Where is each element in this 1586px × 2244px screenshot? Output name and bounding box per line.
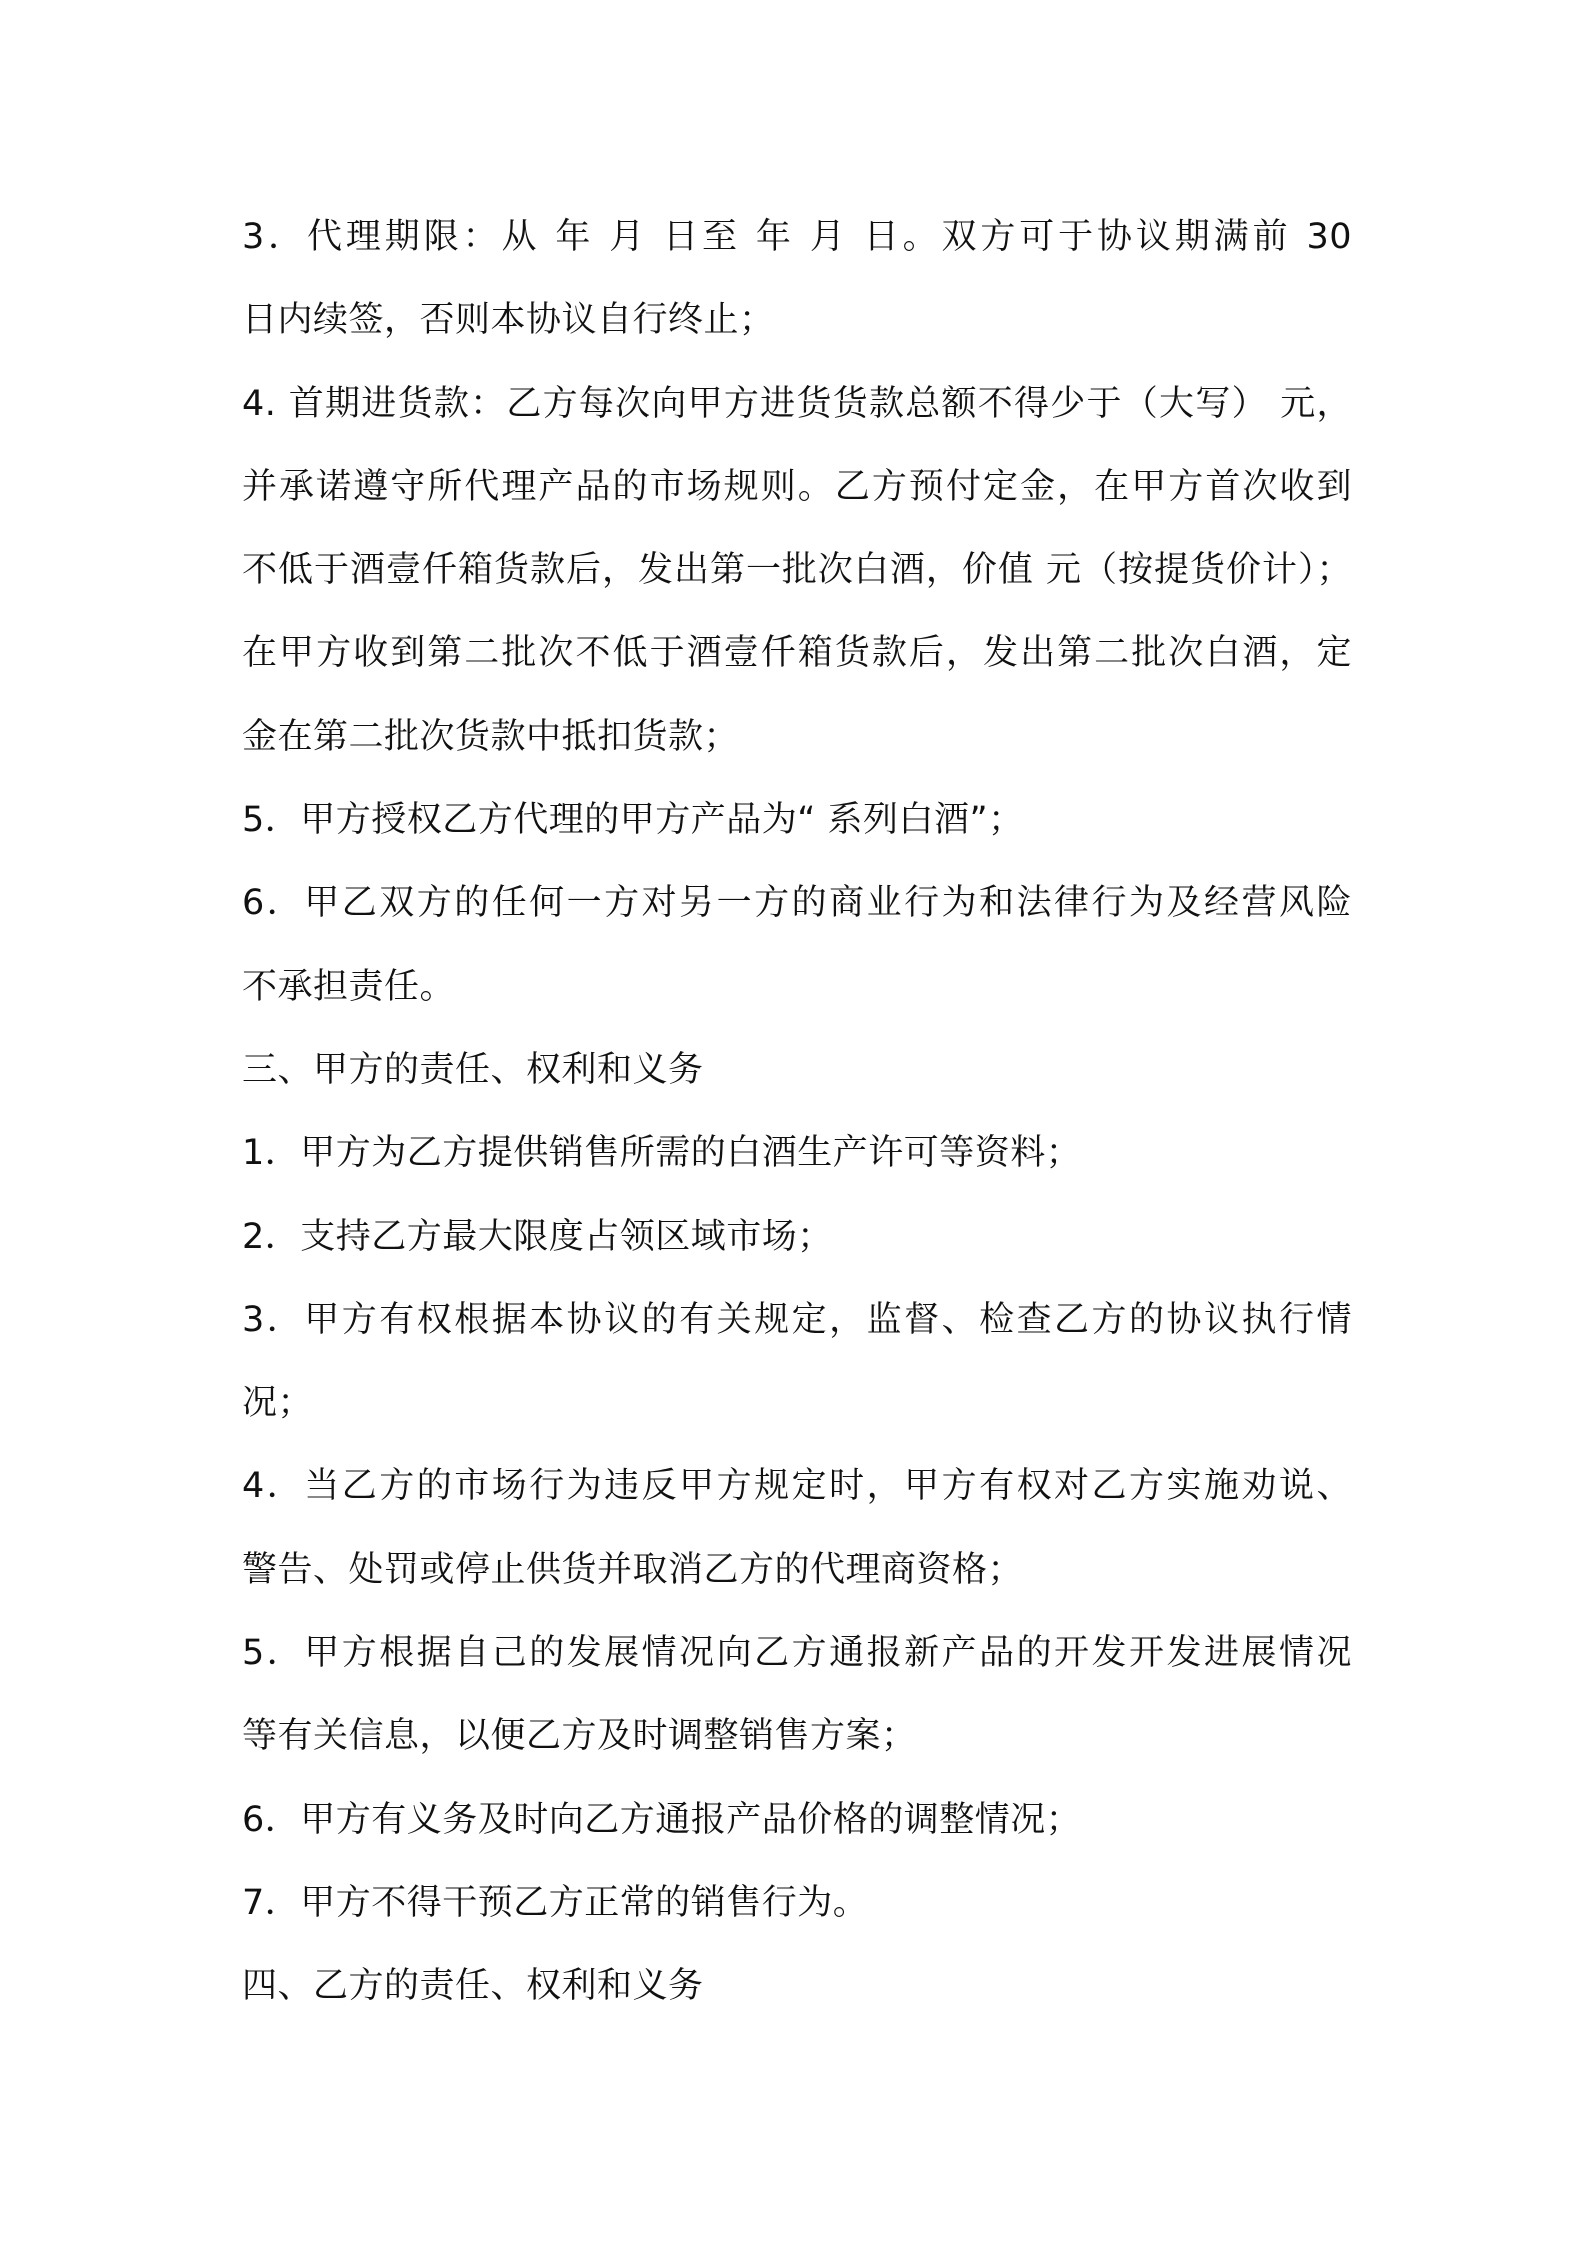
paragraph-line: 1．甲方为乙方提供销售所需的白酒生产许可等资料； xyxy=(242,1133,1082,1174)
paragraph-line: 不承担责任。 xyxy=(242,966,456,1007)
paragraph-line: 金在第二批次货款中抵扣货款； xyxy=(242,716,740,757)
section-heading: 四、乙方的责任、权利和义务 xyxy=(242,1966,704,2007)
paragraph-line: 5．甲方授权乙方代理的甲方产品为“ 系列白酒”； xyxy=(242,800,1024,841)
paragraph-line: 3．甲方有权根据本协议的有关规定，监督、检查乙方的协议执行情 xyxy=(242,1299,1352,1340)
paragraph-line: 4．当乙方的市场行为违反甲方规定时，甲方有权对乙方实施劝说、 xyxy=(242,1466,1352,1507)
paragraph-line: 5．甲方根据自己的发展情况向乙方通报新产品的开发开发进展情况 xyxy=(242,1633,1352,1674)
paragraph-line: 2．支持乙方最大限度占领区域市场； xyxy=(242,1216,833,1257)
section-heading: 三、甲方的责任、权利和义务 xyxy=(242,1049,704,1090)
paragraph-line: 3．代理期限：从 年 月 日至 年 月 日。双方可于协议期满前 30 xyxy=(242,217,1352,257)
paragraph-line: 况； xyxy=(242,1383,314,1424)
paragraph-line: 6．甲乙双方的任何一方对另一方的商业行为和法律行为及经营风险 xyxy=(242,883,1352,924)
paragraph-line: 等有关信息，以便乙方及时调整销售方案； xyxy=(242,1716,917,1757)
paragraph-line: 警告、处罚或停止供货并取消乙方的代理商资格； xyxy=(242,1549,1024,1590)
document-body xyxy=(242,196,1352,2029)
paragraph-line: 日内续签，否则本协议自行终止； xyxy=(242,300,775,341)
paragraph-line: 6．甲方有义务及时向乙方通报产品价格的调整情况； xyxy=(242,1799,1082,1840)
paragraph-line: 不低于酒壹仟箱货款后，发出第一批次白酒，价值 元（按提货价计）； xyxy=(242,550,1352,591)
paragraph-line: 4. 首期进货款：乙方每次向甲方进货货款总额不得少于（大写） 元， xyxy=(242,383,1352,424)
paragraph-line: 在甲方收到第二批次不低于酒壹仟箱货款后，发出第二批次白酒，定 xyxy=(242,633,1352,674)
paragraph-line: 7．甲方不得干预乙方正常的销售行为。 xyxy=(242,1882,869,1923)
paragraph-line: 并承诺遵守所代理产品的市场规则。乙方预付定金，在甲方首次收到 xyxy=(242,466,1352,507)
